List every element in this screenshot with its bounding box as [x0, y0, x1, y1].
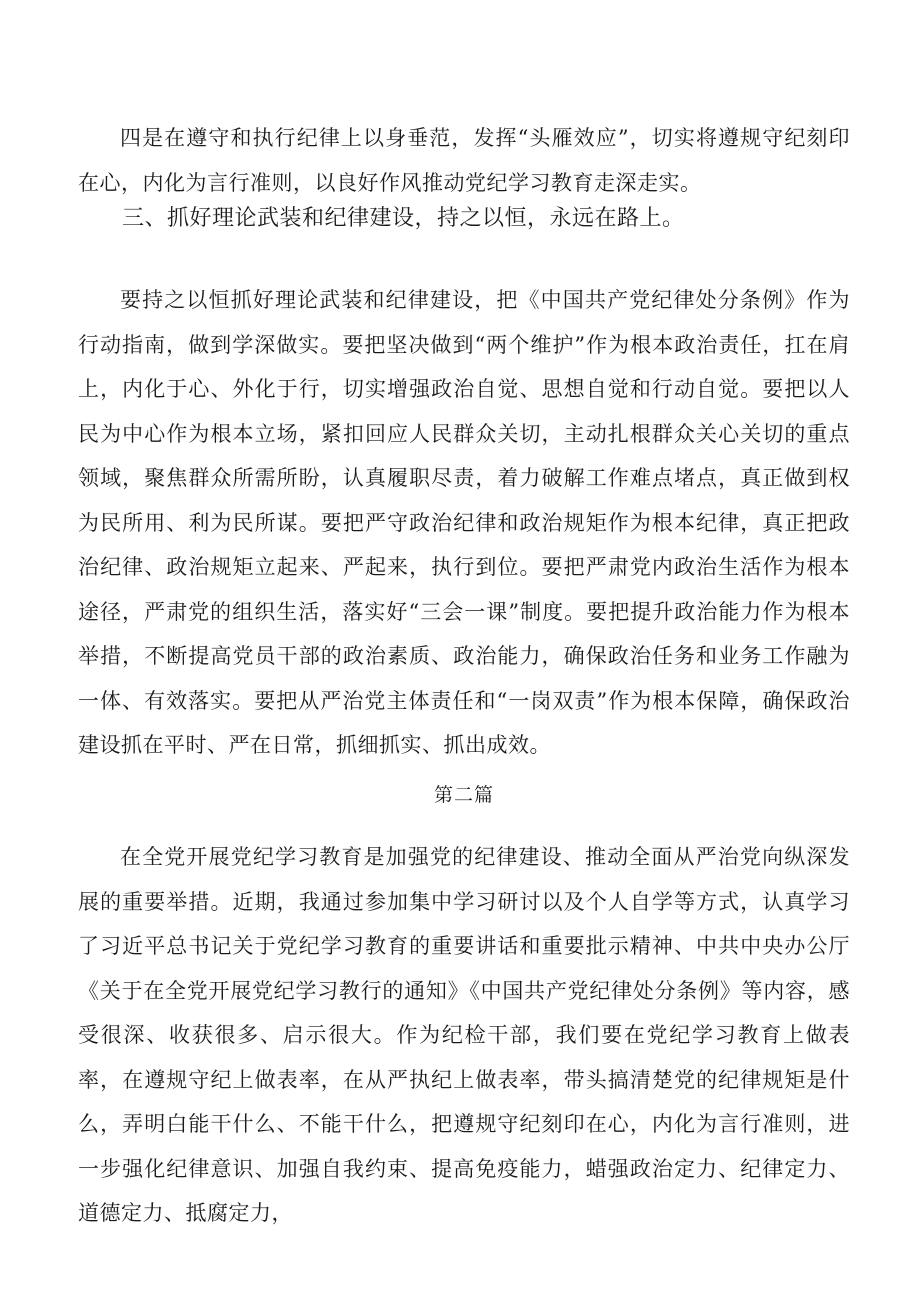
heading-section-three: 三、抓好理论武装和纪律建设，持之以恒，永远在路上。: [122, 206, 685, 231]
paragraph-discipline-example: 四是在遵守和执行纪律上以身垂范，发挥“头雁效应”，切实将遵规守纪刻印在心，内化为言行准则，以良好作风推动党纪学习教育走深走实。: [78, 126, 850, 195]
paragraph-party-education: 在全党开展党纪学习教育是加强党的纪律建设、推动全面从严治党向纵深发展的重要举措。近期，我通过参加集中学习研讨以及个人自学等方式，认真学习了习近平总书记关于党纪学习教育的重要讲话和重要批示精神、中共中央办公厅《关于在全党开展党纪学习教行的通知》《中国共产党纪律处分条例》等内容，感受很深、收获很多、启示很大。作为纪检干部，我们要在党纪学习教育上做表率，在遵规守纪上做表率，在从严执纪上做表率，带头搞清楚党的纪律规矩是什么，弄明白能干什么、不能干什么，把遵规守纪刻印在心，内化为言行准则，进一步强化纪律意识、加强自我约束、提高免疫能力，蜡强政治定力、纪律定力、道德定力、抵腐定力，: [78, 845, 850, 1225]
paragraph-theory-discipline: 要持之以恒抓好理论武装和纪律建设，把《中国共产党纪律处分条例》作为行动指南，做到学深做实。要把坚决做到“两个维护”作为根本政治责任，扛在肩上，内化于心、外化于行，切实增强政治自觉、思想自觉和行动自觉。要把以人民为中心作为根本立场，紧扣回应人民群众关切，主动扎根群众关心关切的重点领域，聚焦群众所需所盼，认真履职尽责，着力破解工作难点堵点，真正做到权为民所用、利为民所谋。要把严守政治纪律和政治规矩作为根本纪律，真正把政治纪律、政治规矩立起来、严起来，执行到位。要把严肃党内政治生活作为根本途径，严肃党的组织生活，落实好“三会一课”制度。要把提升政治能力作为根本举措，不断提高党员干部的政治素质、政治能力，确保政治任务和业务工作融为一体、有效落实。要把从严治党主体责任和“一岗双责”作为根本保障，确保政治建设抓在平时、严在日常，抓细抓实、抓出成效。: [78, 288, 850, 757]
section-title-part-two: 第二篇: [433, 784, 494, 806]
